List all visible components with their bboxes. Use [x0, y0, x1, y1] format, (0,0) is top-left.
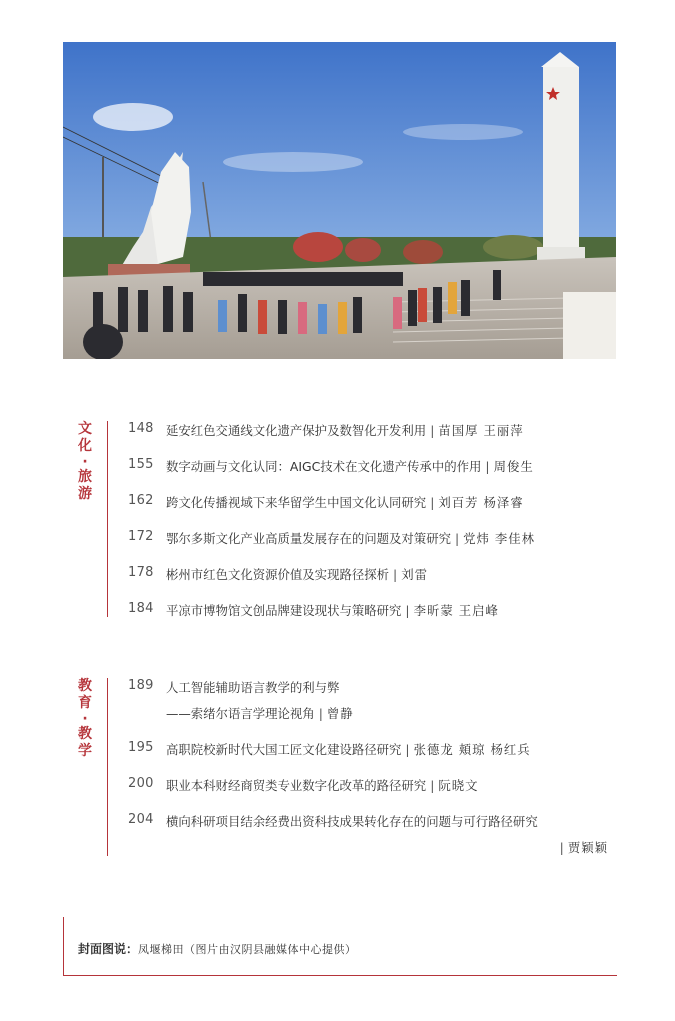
page-number: 155: [128, 457, 154, 472]
page-number: 148: [128, 421, 154, 436]
article-title: 数字动画与文化认同：AIGC技术在文化遗产传承中的作用: [166, 459, 482, 474]
article-authors: 刘雷: [401, 567, 428, 582]
article-title: 平凉市博物馆文创品牌建设现状与策略研究: [166, 603, 402, 618]
page-number: 172: [128, 529, 154, 544]
section-label: [63, 678, 108, 856]
page-number: 189: [128, 678, 154, 693]
toc-entry[interactable]: 155 数字动画与文化认同：AIGC技术在文化遗产传承中的作用 | 周俊生: [128, 457, 534, 474]
page-number: 162: [128, 493, 154, 508]
article-authors: 党炜 李佳林: [463, 531, 536, 546]
cover-caption-box: [63, 917, 617, 976]
article-authors: 阮晓文: [438, 778, 479, 793]
toc-entry[interactable]: 195 高职院校新时代大国工匠文化建设路径研究 | 张德龙 頬琼 杨红兵: [128, 740, 531, 757]
article-authors: 李昕蒙 王启峰: [413, 603, 499, 618]
page-number: 195: [128, 740, 154, 755]
article-title: 职业本科财经商贸类专业数字化改革的路径研究: [166, 778, 427, 793]
article-subtitle: ——索绪尔语言学理论视角: [166, 706, 315, 721]
article-authors: 曾静: [326, 706, 354, 721]
toc-entries: [128, 421, 608, 637]
page-number: 178: [128, 565, 154, 580]
cover-caption-text: 凤堰梯田（图片由汉阴县融媒体中心提供）: [138, 943, 357, 956]
page-number: 184: [128, 601, 154, 616]
toc-entry[interactable]: 184 平凉市博物馆文创品牌建设现状与策略研究 | 李昕蒙 王启峰: [128, 601, 499, 618]
article-title: 高职院校新时代大国工匠文化建设路径研究: [166, 742, 402, 757]
toc-entry[interactable]: 162 跨文化传播视域下来华留学生中国文化认同研究 | 刘百芳 杨泽睿: [128, 493, 524, 510]
section-label-char: 育: [78, 695, 92, 711]
toc-entry[interactable]: 200 职业本科财经商贸类专业数字化改革的路径研究 | 阮晓文: [128, 776, 479, 793]
cover-caption-label: 封面图说：: [78, 942, 139, 956]
section-label-char: 化: [78, 438, 92, 454]
toc-entries: [128, 678, 608, 874]
article-authors: 苗国厚 王丽萍: [438, 423, 524, 438]
section-label-char: 游: [78, 486, 92, 502]
section-label: [63, 421, 108, 617]
section-label-char: 教: [78, 678, 92, 694]
article-authors: 刘百芳 杨泽睿: [438, 495, 524, 510]
article-title: 鄂尔多斯文化产业高质量发展存在的问题及对策研究: [166, 531, 451, 546]
article-title: 人工智能辅助语言教学的利与弊: [166, 680, 340, 695]
memorial-photo: [63, 42, 616, 359]
page-number: 204: [128, 812, 154, 827]
article-authors: 张德龙 頬琼 杨红兵: [413, 742, 531, 757]
article-authors: 周俊生: [493, 459, 534, 474]
toc-entry[interactable]: 189 人工智能辅助语言教学的利与弊 ——索绪尔语言学理论视角 | 曾静: [128, 678, 354, 721]
article-authors: 贾颖颖: [567, 840, 608, 855]
article-title: 延安红色交通线文化遗产保护及数智化开发利用: [166, 423, 427, 438]
article-title: 横向科研项目结余经费出资科技成果转化存在的问题与可行路径研究: [166, 814, 538, 829]
toc-entry[interactable]: 178 彬州市红色文化资源价值及实现路径探析 | 刘雷: [128, 565, 428, 582]
section-label-char: 旅: [78, 469, 92, 485]
toc-entry[interactable]: 172 鄂尔多斯文化产业高质量发展存在的问题及对策研究 | 党炜 李佳林: [128, 529, 536, 546]
cover-photo: [63, 42, 616, 359]
toc-entry[interactable]: 204 横向科研项目结余经费出资科技成果转化存在的问题与可行路径研究 | 贾颖颖: [128, 812, 608, 855]
toc-entry[interactable]: 148 延安红色交通线文化遗产保护及数智化开发利用 | 苗国厚 王丽萍: [128, 421, 524, 438]
article-title: 跨文化传播视域下来华留学生中国文化认同研究: [166, 495, 427, 510]
section-label-char: ·: [82, 711, 88, 727]
section-label-char: 文: [78, 421, 92, 437]
section-label-char: 教: [78, 726, 92, 742]
section-label-char: 学: [78, 743, 92, 759]
section-label-char: ·: [82, 454, 88, 470]
article-title: 彬州市红色文化资源价值及实现路径探析: [166, 567, 390, 582]
page-number: 200: [128, 776, 154, 791]
